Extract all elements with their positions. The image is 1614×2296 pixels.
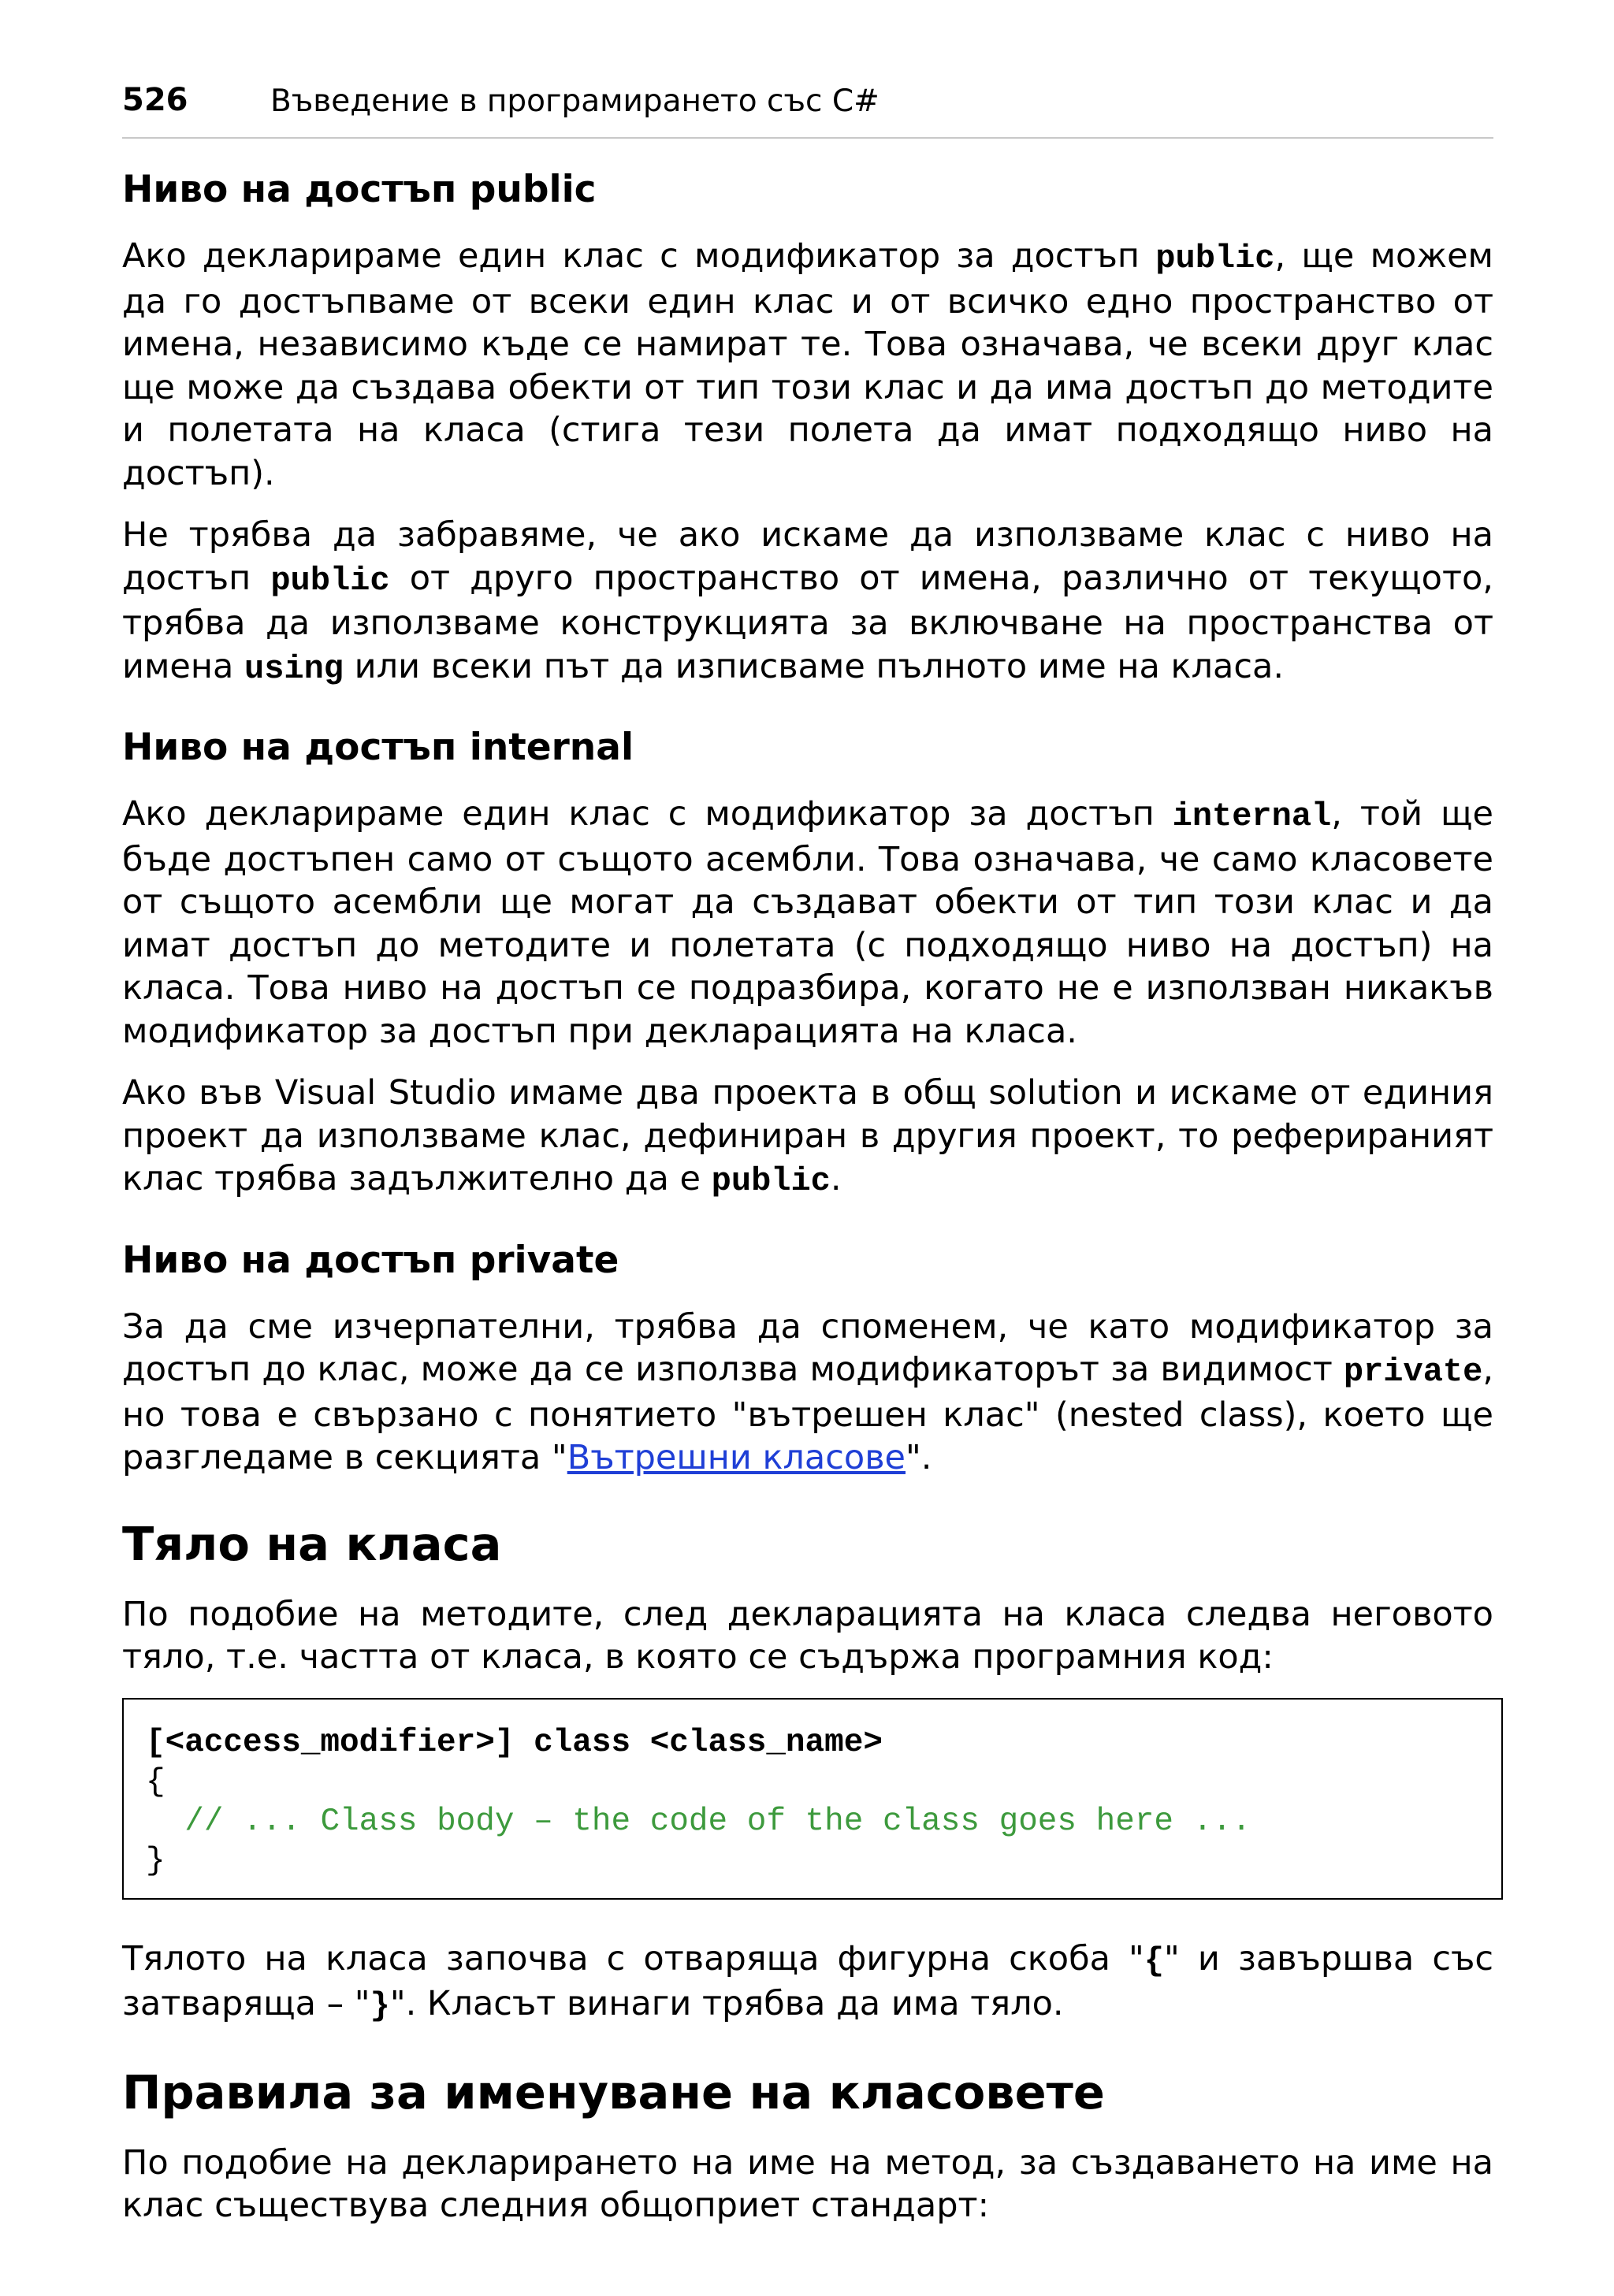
inline-code: internal	[1172, 797, 1332, 835]
text: , той ще бъде достъпен само от същото асембли. Това означава, че само класовете от същото асембли ще могат да създават обекти от тип този клас и да имат достъп до методите и полетата (с подходящо ниво на достъп) на класа. Това ниво на достъп се подразбира, когато не е използван никакъв модификатор за достъп при декларацията на класа.	[122, 794, 1493, 1051]
paragraph-public-2	[122, 514, 1493, 690]
paragraph-private-1	[122, 1306, 1493, 1480]
inline-code: }	[370, 1987, 390, 2025]
book-title: Въведение в програмирането със C#	[270, 84, 880, 119]
page-number: 526	[122, 82, 188, 118]
code-line-close-brace: }	[146, 1842, 165, 1879]
inline-code: private	[1343, 1353, 1483, 1391]
paragraph-class-body-braces	[122, 1937, 1493, 2028]
code-indent	[146, 1804, 184, 1840]
paragraph-internal-1	[122, 793, 1493, 1053]
text: , но това е свързано с понятието "вътрешен клас" (nested class), което ще разгледаме в секцията "	[122, 1350, 1493, 1477]
text: Не трябва да забравяме, че ако искаме да използваме клас с ниво на достъп	[122, 515, 1493, 598]
paragraph-public-1	[122, 235, 1493, 495]
code-block	[122, 1698, 1503, 1900]
heading-class-naming: Правила за именуване на класовете	[122, 2064, 1105, 2120]
text: , ще можем да го достъпваме от всеки един клас и от всичко едно пространство от имена, независимо къде се намират те. Това означава, че всеки друг клас ще може да създава обекти от тип този клас и да има достъп до методите и полетата на класа (стига тези полета да имат подходящо ниво на достъп).	[122, 236, 1494, 493]
code-line-open-brace: {	[146, 1763, 165, 1800]
text: Тялото на класа започва с отваряща фигурна скоба "	[122, 1938, 1144, 1978]
text: от друго пространство от имена, различно от текущото, трябва да използваме конструкцията за включване на пространства от имена	[122, 558, 1493, 686]
text: За да сме изчерпателни, трябва да споменем, че като модификатор за достъп до клас, може да се използва модификаторът за видимост	[122, 1306, 1493, 1389]
paragraph-internal-2	[122, 1072, 1493, 1203]
paragraph-class-naming: По подобие на декларирането на име на метод, за създаването на име на клас съществува следния общоприет стандарт:	[122, 2142, 1493, 2225]
text: Ако декларираме един клас с модификатор за достъп	[122, 794, 1173, 834]
heading-public-access: Ниво на достъп public	[122, 168, 597, 211]
text: ". Класът винаги трябва да има тяло.	[389, 1984, 1064, 2023]
text: Ако декларираме един клас с модификатор за достъп	[122, 236, 1156, 276]
text: ".	[906, 1438, 932, 1477]
inline-code: {	[1144, 1941, 1165, 1980]
code-line-comment: // ... Class body – the code of the class goes here ...	[184, 1803, 1251, 1840]
running-header	[122, 79, 1493, 139]
inline-code: public	[1155, 240, 1275, 277]
paragraph-class-body-intro: По подобие на методите, след декларацията на класа следва неговото тяло, т.е. частта от класа, в която се съдържа програмния код:	[122, 1594, 1493, 1677]
nested-classes-link[interactable]: Вътрешни класове	[567, 1438, 906, 1477]
text: .	[830, 1159, 842, 1198]
heading-internal-access: Ниво на достъп internal	[122, 726, 634, 769]
inline-code: public	[270, 561, 390, 600]
heading-class-body: Тяло на класа	[122, 1516, 502, 1571]
page-content	[122, 165, 1493, 2246]
inline-code: public	[711, 1162, 831, 1200]
text: Ако във Visual Studio имаме два проекта в общ solution и искаме от единия проект да използваме клас, дефиниран в другия проект, то реферираният клас трябва задължително да е	[122, 1073, 1493, 1198]
text: или всеки път да изписваме пълното име на класа.	[344, 646, 1285, 686]
code-line-declaration: [<access_modifier>] class <class_name>	[146, 1724, 883, 1761]
heading-private-access: Ниво на достъп private	[122, 1238, 619, 1282]
text: " и завършва със затваряща – "	[122, 1938, 1493, 2023]
inline-code: using	[244, 649, 344, 688]
